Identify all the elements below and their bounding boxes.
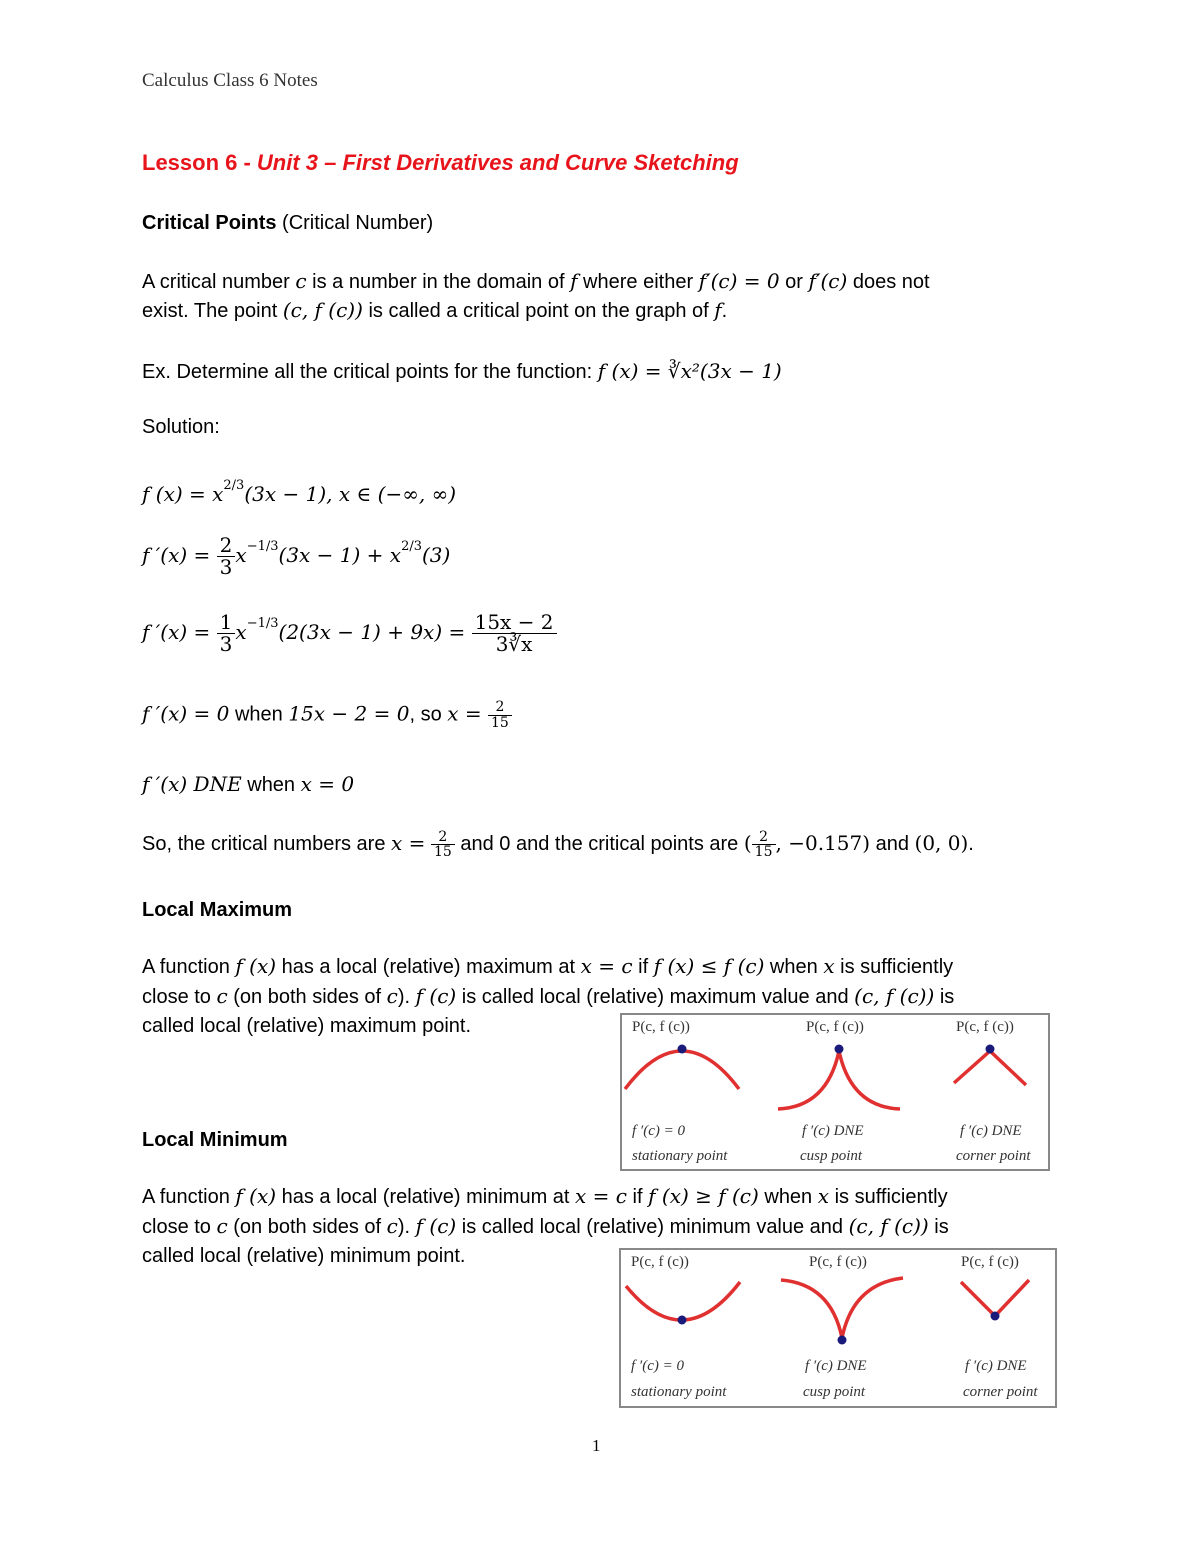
min-deriv-3: f ′(c) DNE <box>965 1358 1027 1374</box>
min-deriv-2: f ′(c) DNE <box>805 1358 867 1374</box>
eq-part: x <box>235 620 247 644</box>
min-deriv-1: f ′(c) = 0 <box>631 1358 684 1374</box>
eq-part: f ′(x) DNE <box>142 772 242 796</box>
min-curves-svg <box>621 1250 1055 1406</box>
eq-part: (2(3x − 1) + 9x) = <box>278 620 466 644</box>
max-corner-point <box>986 1045 995 1054</box>
min-text: when <box>758 1186 818 1208</box>
def-text: exist. The point <box>142 300 283 322</box>
fraction <box>217 612 236 655</box>
lesson-title <box>142 150 739 176</box>
solution-line-1 <box>142 478 456 506</box>
example-text: Ex. Determine all the critical points for the function: <box>142 361 598 383</box>
max-kind-1: stationary point <box>632 1148 728 1164</box>
max-text: has a local (relative) maximum at <box>276 956 581 978</box>
result-fraction <box>472 612 557 655</box>
max-math: x <box>823 954 835 978</box>
local-max-heading: Local Maximum <box>142 899 293 921</box>
max-panel-title-3: P(c, f (c)) <box>956 1019 1014 1035</box>
max-curves-svg <box>622 1015 1048 1169</box>
local-max-line3: called local (relative) maximum point. <box>142 1015 472 1037</box>
min-text: is <box>928 1216 949 1238</box>
min-cusp-curve <box>781 1278 903 1338</box>
eq-text: when <box>241 774 301 796</box>
max-text: is <box>934 986 955 1008</box>
max-panel-title-1: P(c, f (c)) <box>632 1019 690 1035</box>
min-kind-2: cusp point <box>803 1384 866 1400</box>
local-min-heading: Local Minimum <box>142 1129 288 1151</box>
numerator: 1 <box>217 612 236 634</box>
max-math: c <box>386 984 398 1008</box>
eq-exponent: −1/3 <box>246 539 279 554</box>
def-text: or <box>779 271 809 293</box>
page-header: Calculus Class 6 Notes <box>142 70 318 91</box>
min-stationary-point <box>678 1316 687 1325</box>
def-text: . <box>721 300 728 322</box>
def-math: f <box>714 298 722 322</box>
max-text: when <box>764 956 824 978</box>
concl-text: and 0 and the critical points are <box>454 833 744 855</box>
denominator: 3∛x <box>495 632 533 656</box>
max-kind-3: corner point <box>956 1148 1031 1164</box>
concl-math: x = <box>391 831 426 855</box>
def-text: is called a critical point on the graph of <box>362 300 715 322</box>
max-stationary-point <box>678 1045 687 1054</box>
critical-heading-suffix: (Critical Number) <box>276 212 434 234</box>
eq-text: when <box>229 703 289 726</box>
max-deriv-2: f ′(c) DNE <box>802 1123 864 1139</box>
max-panel-title-2: P(c, f (c)) <box>806 1019 864 1035</box>
min-text: ). <box>397 1216 416 1238</box>
max-math: x = c <box>580 954 633 978</box>
local-min-figure <box>619 1248 1057 1408</box>
min-text: if <box>627 1186 649 1208</box>
max-text: (on both sides of <box>227 986 387 1008</box>
min-math: c <box>216 1214 228 1238</box>
min-panel-title-2: P(c, f (c)) <box>809 1254 867 1270</box>
max-deriv-1: f ′(c) = 0 <box>632 1123 685 1139</box>
local-max-figure <box>620 1013 1050 1171</box>
max-corner-curve <box>954 1051 1026 1085</box>
solution-line-3 <box>142 612 557 655</box>
min-math: c <box>386 1214 398 1238</box>
max-math: c <box>216 984 228 1008</box>
numerator: 2 <box>752 830 776 846</box>
def-text: does not <box>847 271 930 293</box>
eq-part: x <box>235 543 247 567</box>
local-max-line1 <box>142 951 953 982</box>
max-math: f (c) <box>415 984 457 1008</box>
eq-part: f ′(x) = <box>142 620 211 644</box>
example-prompt <box>142 356 782 387</box>
max-text: ). <box>397 986 416 1008</box>
eq-text: , so <box>409 703 448 726</box>
eq-part: f ′(x) = <box>142 543 211 567</box>
max-math: (c, f (c)) <box>854 984 935 1008</box>
min-text: (on both sides of <box>227 1216 387 1238</box>
eq-part: x = 0 <box>300 772 355 796</box>
concl-math: , −0.157) <box>775 831 871 855</box>
denominator: 15 <box>754 844 773 861</box>
denominator: 15 <box>491 714 509 731</box>
concl-text: and <box>870 833 915 855</box>
min-stationary-curve <box>626 1282 740 1320</box>
min-kind-3: corner point <box>963 1384 1038 1400</box>
numerator: 15x − 2 <box>472 612 557 634</box>
eq-part: f (x) = x <box>142 482 224 506</box>
def-text: is a number in the domain of <box>306 271 571 293</box>
denominator: 3 <box>219 632 233 656</box>
lesson-label: Lesson 6 - <box>142 150 257 175</box>
max-math: f (x) <box>235 954 277 978</box>
solution-line-2 <box>142 535 450 578</box>
eq-part: 15x − 2 = 0 <box>288 701 410 726</box>
conclusion-line <box>142 828 974 860</box>
min-panel-title-3: P(c, f (c)) <box>961 1254 1019 1270</box>
max-kind-2: cusp point <box>800 1148 863 1164</box>
min-math: x = c <box>575 1184 627 1208</box>
concl-text: . <box>968 833 974 855</box>
def-math: (c, f (c)) <box>282 298 363 322</box>
max-deriv-3: f ′(c) DNE <box>960 1123 1022 1139</box>
local-min-line1 <box>142 1181 948 1212</box>
fraction <box>488 700 512 730</box>
min-text: close to <box>142 1216 217 1238</box>
solution-label: Solution: <box>142 416 220 438</box>
max-math: f (x) ≤ f (c) <box>653 954 765 978</box>
local-min-line3: called local (relative) minimum point. <box>142 1245 466 1267</box>
concl-math: ( <box>743 831 752 855</box>
critical-definition-line2 <box>142 295 727 326</box>
min-text: is called local (relative) minimum value and <box>456 1216 849 1238</box>
min-math: f (c) <box>415 1214 457 1238</box>
max-text: is sufficiently <box>834 956 954 978</box>
min-math: (c, f (c)) <box>848 1214 929 1238</box>
fraction <box>431 830 455 860</box>
max-text: close to <box>142 986 217 1008</box>
max-cusp-curve <box>778 1051 900 1109</box>
eq-part: (3) <box>422 543 451 567</box>
min-corner-curve <box>961 1280 1029 1316</box>
concl-math: (0, 0) <box>914 831 969 855</box>
min-kind-1: stationary point <box>631 1384 727 1400</box>
min-math: f (x) <box>235 1184 277 1208</box>
local-min-line2 <box>142 1211 949 1242</box>
eq-part: (3x − 1), x ∈ (−∞, ∞) <box>244 482 457 506</box>
eq-exponent: 2/3 <box>401 539 422 554</box>
numerator: 2 <box>431 830 455 846</box>
fraction <box>752 830 776 860</box>
min-text: has a local (relative) minimum at <box>276 1186 576 1208</box>
critical-points-heading <box>142 208 433 238</box>
eq-exponent: 2/3 <box>223 478 245 493</box>
critical-heading-bold: Critical Points <box>142 212 277 234</box>
max-text: is called local (relative) maximum value and <box>456 986 855 1008</box>
solution-line-5 <box>142 772 354 797</box>
min-corner-point <box>991 1312 1000 1321</box>
min-panel-title-1: P(c, f (c)) <box>631 1254 689 1270</box>
def-math: c <box>295 269 307 293</box>
def-text: A critical number <box>142 271 296 293</box>
local-max-line2 <box>142 981 954 1012</box>
numerator: 2 <box>217 535 236 557</box>
min-text: A function <box>142 1186 236 1208</box>
fraction <box>217 535 236 578</box>
min-math: x <box>817 1184 830 1208</box>
max-stationary-curve <box>625 1051 739 1089</box>
def-math: f <box>570 269 578 293</box>
critical-definition-line1 <box>142 266 930 297</box>
concl-text: So, the critical numbers are <box>142 833 391 855</box>
denominator: 15 <box>433 844 452 861</box>
max-text: if <box>632 956 654 978</box>
def-math: f′(c) = 0 <box>698 269 780 293</box>
numerator: 2 <box>488 700 512 716</box>
min-text: is sufficiently <box>829 1186 948 1208</box>
max-cusp-point <box>835 1045 844 1054</box>
eq-part: f ′(x) = 0 <box>142 701 230 726</box>
page-number: 1 <box>592 1436 601 1455</box>
min-cusp-point <box>838 1336 847 1345</box>
unit-title: Unit 3 – First Derivatives and Curve Sketching <box>256 150 739 175</box>
def-math: f′(c) <box>808 269 848 293</box>
def-text: where either <box>577 271 699 293</box>
eq-part: x = <box>447 701 482 726</box>
example-function: f (x) = ∛x²(3x − 1) <box>597 359 782 383</box>
eq-part: (3x − 1) + x <box>278 543 402 567</box>
max-text: A function <box>142 956 236 978</box>
eq-exponent: −1/3 <box>246 616 279 631</box>
solution-line-4 <box>142 700 512 730</box>
min-math: f (x) ≥ f (c) <box>648 1184 759 1208</box>
denominator: 3 <box>219 555 233 579</box>
